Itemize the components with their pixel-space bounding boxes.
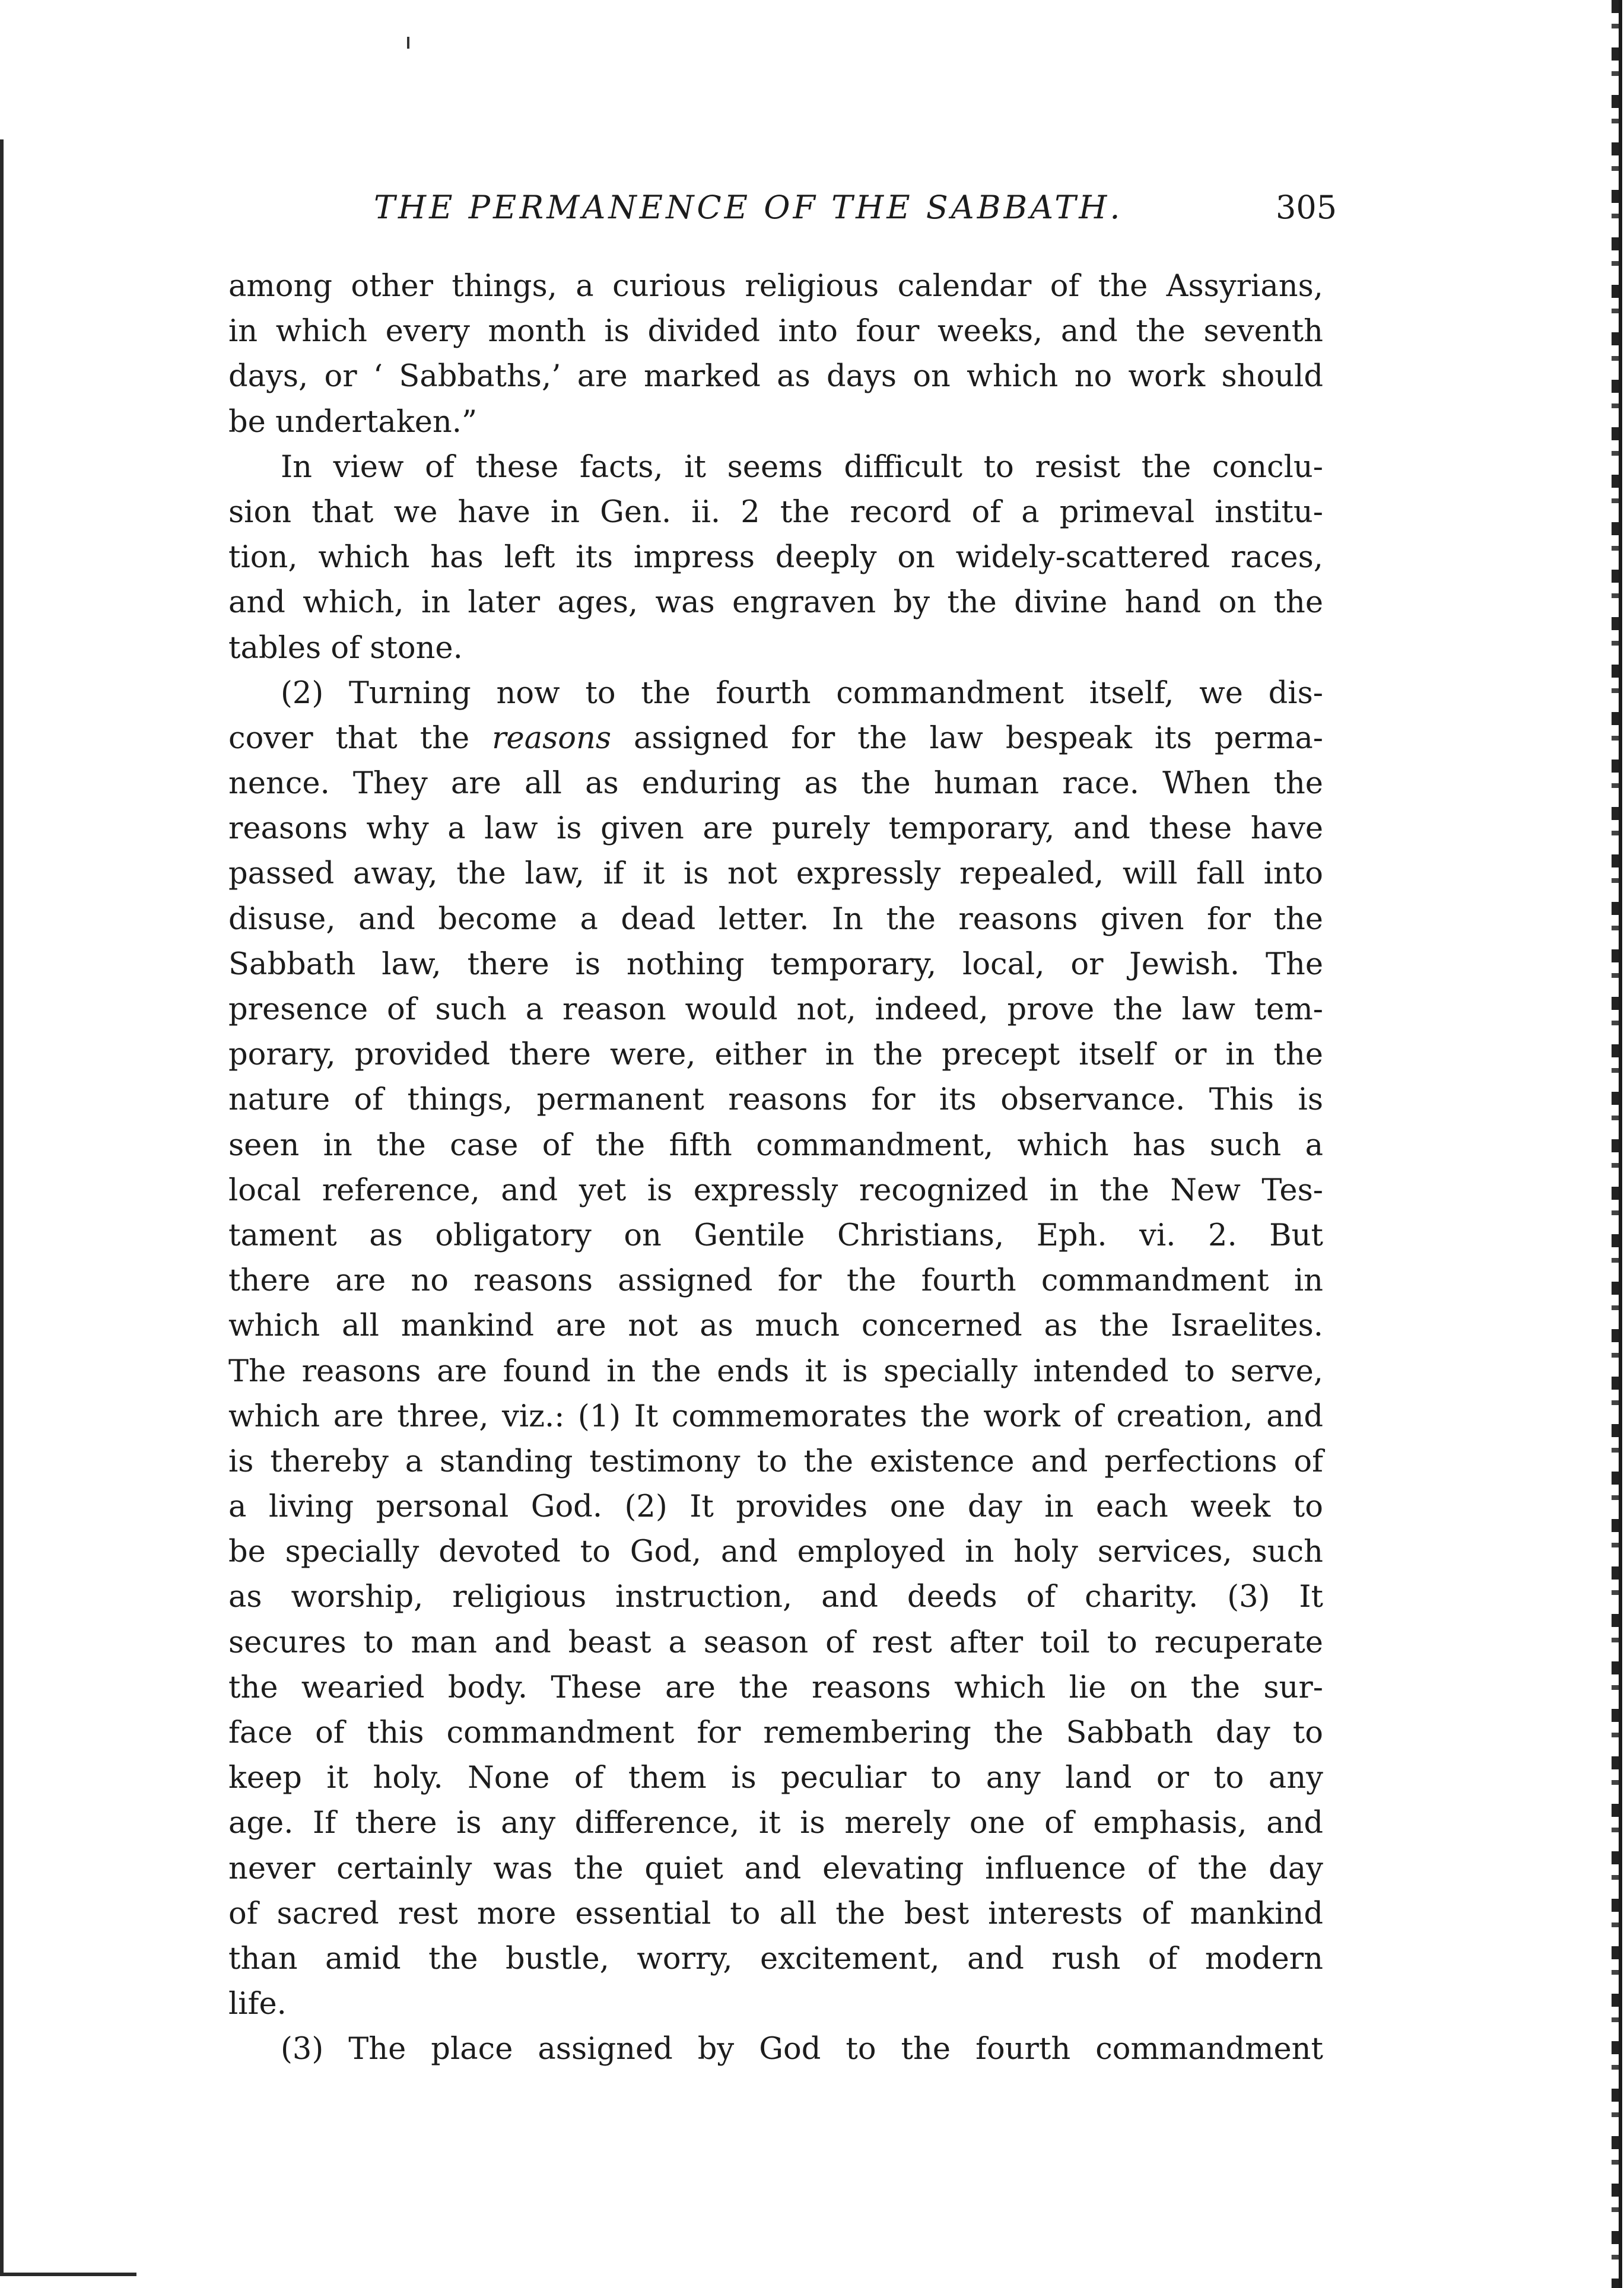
text-line (228, 716, 1323, 761)
text-line: and which, in later ages, was engraven by the divine hand on the (228, 585, 1323, 621)
text-line: porary, provided there were, either in the precept itself or in the (228, 1037, 1323, 1073)
running-header-title: THE PERMANENCE OF THE SABBATH. (374, 189, 1123, 226)
text-line: the wearied body. These are the reasons which lie on the sur- (228, 1670, 1323, 1705)
text-line: a living personal God. (2) It provides one day in each week to (228, 1489, 1323, 1525)
italic-word: reasons (492, 720, 612, 756)
text-line: (2) Turning now to the fourth commandment itself, we dis- (281, 675, 1323, 711)
page-left-edge (0, 139, 4, 2276)
text-segment: cover that the (228, 720, 492, 756)
text-line: tables of stone. (228, 630, 463, 666)
text-line: face of this commandment for remembering the Sabbath day to (228, 1715, 1323, 1750)
text-line: be undertaken.” (228, 404, 478, 440)
text-line: of sacred rest more essential to all the best interests of mankind (228, 1896, 1323, 1931)
text-line: is thereby a standing testimony to the existence and perfections of (228, 1444, 1323, 1479)
page-right-border (1619, 0, 1622, 2288)
text-line: nature of things, permanent reasons for its observance. This is (228, 1082, 1323, 1118)
text-line: days, or ‘ Sabbaths,’ are marked as days on which no work should (228, 359, 1323, 395)
text-line: passed away, the law, if it is not expressly repealed, will fall into (228, 856, 1323, 892)
text-line: In view of these facts, it seems difficult to resist the conclu- (281, 449, 1323, 485)
text-line: as worship, religious instruction, and deeds of charity. (3) It (228, 1580, 1323, 1615)
text-line: keep it holy. None of them is peculiar to any land or to any (228, 1761, 1323, 1796)
text-line: tament as obligatory on Gentile Christians, Eph. vi. 2. But (228, 1218, 1323, 1253)
text-line: life. (228, 1987, 287, 2022)
text-line: nence. They are all as enduring as the human race. When the (228, 766, 1323, 802)
text-line: there are no reasons assigned for the fourth commandment in (228, 1263, 1323, 1299)
text-line: sion that we have in Gen. ii. 2 the record of a primeval institu- (228, 494, 1323, 530)
text-line: (3) The place assigned by God to the fourth commandment (281, 2032, 1323, 2067)
text-line: presence of such a reason would not, indeed, prove the law tem- (228, 992, 1323, 1027)
text-line: age. If there is any difference, it is merely one of emphasis, and (228, 1806, 1323, 1841)
text-line: be specially devoted to God, and employed in holy services, such (228, 1534, 1323, 1570)
text-line: in which every month is divided into four weeks, and the seventh (228, 314, 1323, 349)
text-line: reasons why a law is given are purely temporary, and these have (228, 811, 1323, 847)
text-line: Sabbath law, there is nothing temporary, local, or Jewish. The (228, 946, 1323, 982)
page-bottom-edge (0, 2273, 136, 2276)
text-line: The reasons are found in the ends it is specially intended to serve, (228, 1353, 1323, 1389)
text-line: which are three, viz.: (1) It commemorates the work of creation, and (228, 1399, 1323, 1434)
text-line: seen in the case of the fifth commandment, which has such a (228, 1127, 1323, 1163)
text-line: than amid the bustle, worry, excitement, and rush of modern (228, 1941, 1323, 1976)
scan-speck (407, 37, 409, 49)
text-line: which all mankind are not as much concerned as the Israelites. (228, 1308, 1323, 1344)
body-text (228, 264, 1323, 2073)
text-line: local reference, and yet is expressly recognized in the New Tes- (228, 1172, 1323, 1208)
text-line: secures to man and beast a season of rest after toil to recuperate (228, 1625, 1323, 1660)
text-segment: assigned for the law bespeak its perma- (611, 720, 1323, 756)
text-line: tion, which has left its impress deeply on widely-scattered races, (228, 540, 1323, 576)
text-line: among other things, a curious religious calendar of the Assyrians, (228, 269, 1323, 304)
text-line: never certainly was the quiet and elevating influence of the day (228, 1851, 1323, 1886)
text-line: disuse, and become a dead letter. In the reasons given for the (228, 901, 1323, 937)
page-number: 305 (1276, 189, 1337, 226)
